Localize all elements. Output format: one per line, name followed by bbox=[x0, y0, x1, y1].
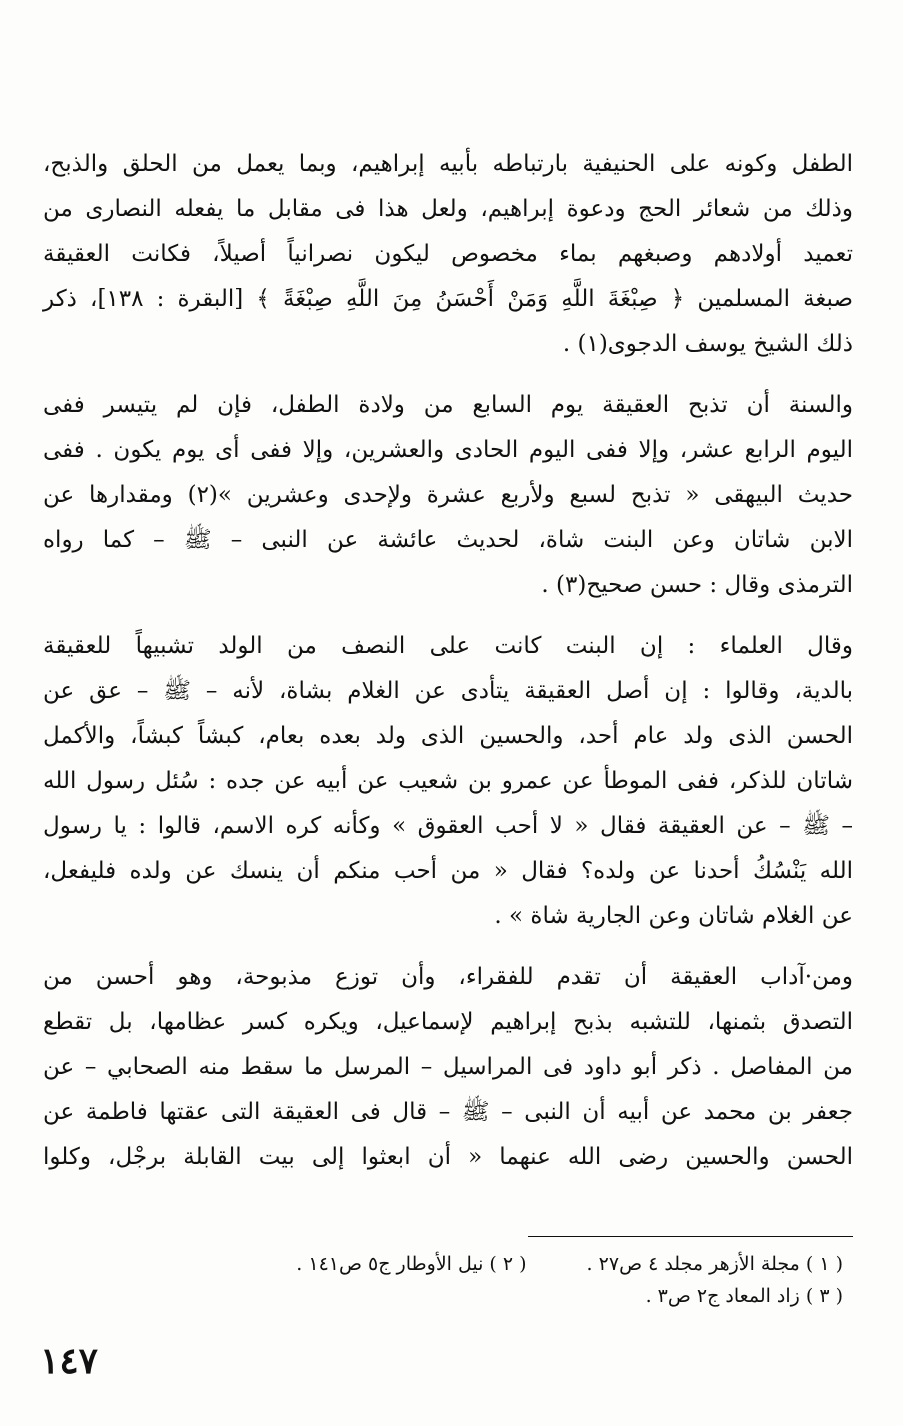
paragraph-4 bbox=[43, 955, 853, 1180]
text-line: وقال العلماء : إن البنت كانت على النصف من الولد تشبيهاً للعقيقة bbox=[43, 633, 853, 659]
paragraph-1 bbox=[43, 142, 853, 367]
text-line: الله يَنْسُكُ أحدنا عن ولده؟ فقال « من أحب منكم أن ينسك عن ولده فليفعل، bbox=[43, 858, 853, 884]
text-line: التصدق بثمنها، للتشبه بذبح إبراهيم لإسماعيل، ويكره كسر عظامها، بل تقطع bbox=[43, 1009, 853, 1035]
page-number: ١٤٧ bbox=[40, 1340, 99, 1382]
text-line: اليوم الرابع عشر، وإلا ففى اليوم الحادى والعشرين، وإلا ففى أى يوم يكون . ففى bbox=[43, 437, 853, 463]
text-line: بالدية، وقالوا : إن أصل العقيقة يتأدى عن الغلام بشاة، لأنه – ﷺ – عق عن bbox=[43, 678, 853, 704]
footnotes bbox=[63, 1248, 843, 1312]
paragraph-2 bbox=[43, 383, 853, 608]
text-line-quran-verse: صبغة المسلمين ﴿ صِبْغَةَ اللَّهِ وَمَنْ أَحْسَنُ مِنَ اللَّهِ صِبْغَةً ﴾ [البقرة : ١٣٨]، ذكر bbox=[43, 286, 854, 312]
text-line: جعفر بن محمد عن أبيه أن النبى – ﷺ – قال فى العقيقة التى عقتها فاطمة عن bbox=[43, 1099, 853, 1125]
text-line: من المفاصل . ذكر أبو داود فى المراسيل – المرسل ما سقط منه الصحابي – عن bbox=[43, 1054, 853, 1080]
text-line: ذلك الشيخ يوسف الدجوى(١) . bbox=[562, 331, 853, 357]
text-line: الحسن والحسين رضى الله عنهما « أن ابعثوا إلى بيت القابلة برجْل، وكلوا bbox=[43, 1144, 853, 1170]
text-line: شاتان للذكر، ففى الموطأ عن عمرو بن شعيب عن أبيه عن جده : سُئل رسول الله bbox=[43, 768, 853, 794]
text-line: والسنة أن تذبح العقيقة يوم السابع من ولادة الطفل، فإن لم يتيسر ففى bbox=[43, 392, 853, 418]
text-line: الترمذى وقال : حسن صحيح(٣) . bbox=[541, 572, 853, 598]
footnote-divider bbox=[528, 1236, 853, 1237]
main-text bbox=[43, 142, 853, 1196]
footnote-row bbox=[63, 1248, 843, 1280]
text-line: عن الغلام شاتان وعن الجارية شاة » . bbox=[494, 903, 853, 929]
text-line: – ﷺ – عن العقيقة فقال « لا أحب العقوق » وكأنه كره الاسم، قالوا : يا رسول bbox=[43, 813, 853, 839]
text-line: حديث البيهقى « تذبح لسبع ولأربع عشرة ولإحدى وعشرين »(٢) ومقدارها عن bbox=[43, 482, 853, 508]
footnote-2: ( ٢ ) نيل الأوطار ج٥ ص١٤١ . bbox=[296, 1253, 527, 1275]
text-line: وذلك من شعائر الحج ودعوة إبراهيم، ولعل هذا فى مقابل ما يفعله النصارى من bbox=[43, 196, 853, 222]
text-line: الابن شاتان وعن البنت شاة، لحديث عائشة عن النبى – ﷺ – كما رواه bbox=[43, 527, 853, 553]
text-line: الحسن الذى ولد عام أحد، والحسين الذى ولد بعده بعام، كبشاً كبشاً، والأكمل bbox=[43, 723, 853, 749]
footnote-3: ( ٣ ) زاد المعاد ج٢ ص٣ . bbox=[645, 1285, 843, 1307]
footnote-1: ( ١ ) مجلة الأزهر مجلد ٤ ص٢٧ . bbox=[586, 1253, 843, 1275]
text-line: ومن·آداب العقيقة أن تقدم للفقراء، وأن توزع مذبوحة، وهو أحسن من bbox=[43, 964, 853, 990]
footnote-row bbox=[63, 1280, 843, 1312]
paragraph-3 bbox=[43, 624, 853, 939]
text-line: الطفل وكونه على الحنيفية بارتباطه بأبيه إبراهيم، وبما يعمل من الحلق والذبح، bbox=[43, 151, 853, 177]
text-line: تعميد أولادهم وصبغهم بماء مخصوص ليكون نصرانياً أصيلاً، فكانت العقيقة bbox=[43, 241, 853, 267]
